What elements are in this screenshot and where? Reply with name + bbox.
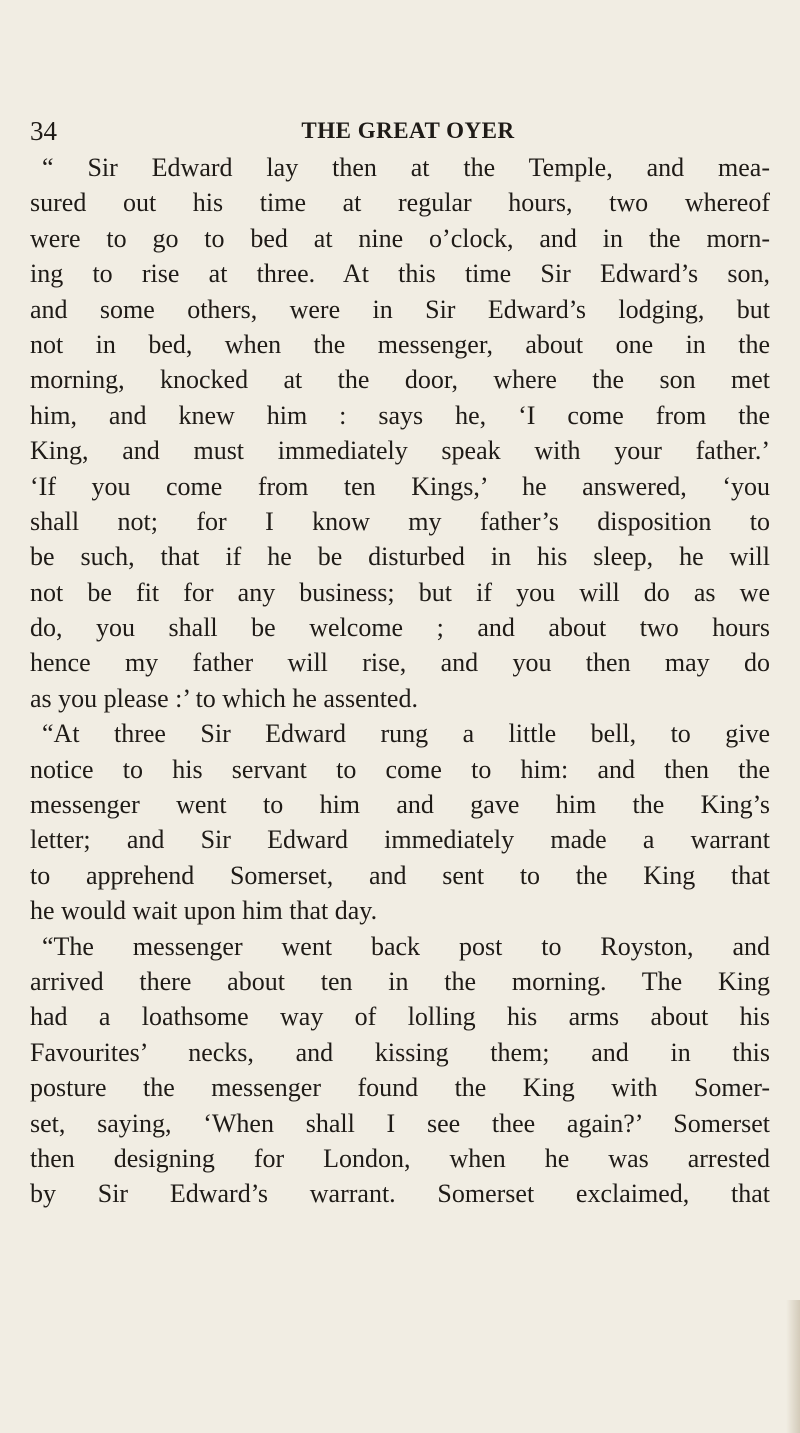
text-line: ‘If you come from ten Kings,’ he answered, ‘you: [30, 471, 770, 501]
text-line: shall not; for I know my father’s disposition to: [30, 506, 770, 536]
text-line: do, you shall be welcome ; and about two hours: [30, 613, 770, 643]
text-line: ing to rise at three. At this time Sir Edward’s son,: [30, 259, 770, 289]
running-title: THE GREAT OYER: [301, 118, 515, 143]
text-line: not in bed, when the messenger, about one in the: [30, 329, 770, 359]
text-line: “The messenger went back post to Royston, and: [42, 931, 770, 961]
page-edge-shadow: [786, 1300, 800, 1433]
text-line: and some others, were in Sir Edward’s lodging, but: [30, 294, 770, 324]
text-line: “At three Sir Edward rung a little bell, to give: [42, 719, 770, 749]
text-line: to apprehend Somerset, and sent to the King that: [30, 860, 770, 890]
text-line: be such, that if he be disturbed in his sleep, he will: [30, 542, 770, 572]
text-line: he would wait upon him that day.: [30, 896, 378, 926]
text-line: sured out his time at regular hours, two whereof: [30, 188, 770, 218]
text-line: hence my father will rise, and you then may do: [30, 648, 770, 678]
text-line: not be fit for any business; but if you will do as we: [30, 577, 770, 607]
text-line: posture the messenger found the King with Somer-: [30, 1073, 770, 1103]
page-number: 34: [30, 116, 57, 146]
text-line: Favourites’ necks, and kissing them; and in this: [30, 1037, 770, 1067]
text-line: as you please :’ to which he assented.: [30, 683, 418, 713]
text-line: morning, knocked at the door, where the son met: [30, 365, 770, 395]
text-line: messenger went to him and gave him the King’s: [30, 790, 770, 820]
text-line: “ Sir Edward lay then at the Temple, and mea-: [42, 153, 770, 182]
body-text: [30, 150, 770, 1212]
text-line: notice to his servant to come to him: and then the: [30, 754, 770, 784]
text-line: King, and must immediately speak with your father.’: [30, 436, 770, 466]
text-line: letter; and Sir Edward immediately made a warrant: [30, 825, 770, 855]
text-line: were to go to bed at nine o’clock, and in the morn-: [30, 223, 770, 253]
text-line: then designing for London, when he was arrested: [30, 1143, 770, 1173]
text-line: had a loathsome way of lolling his arms about his: [30, 1002, 770, 1032]
running-head: [30, 116, 770, 150]
text-line: by Sir Edward’s warrant. Somerset exclaimed, that: [30, 1179, 770, 1209]
text-line: him, and knew him : says he, ‘I come from the: [30, 400, 770, 430]
text-line: arrived there about ten in the morning. The King: [30, 966, 770, 996]
text-line: set, saying, ‘When shall I see thee again?’ Somerset: [30, 1108, 770, 1138]
